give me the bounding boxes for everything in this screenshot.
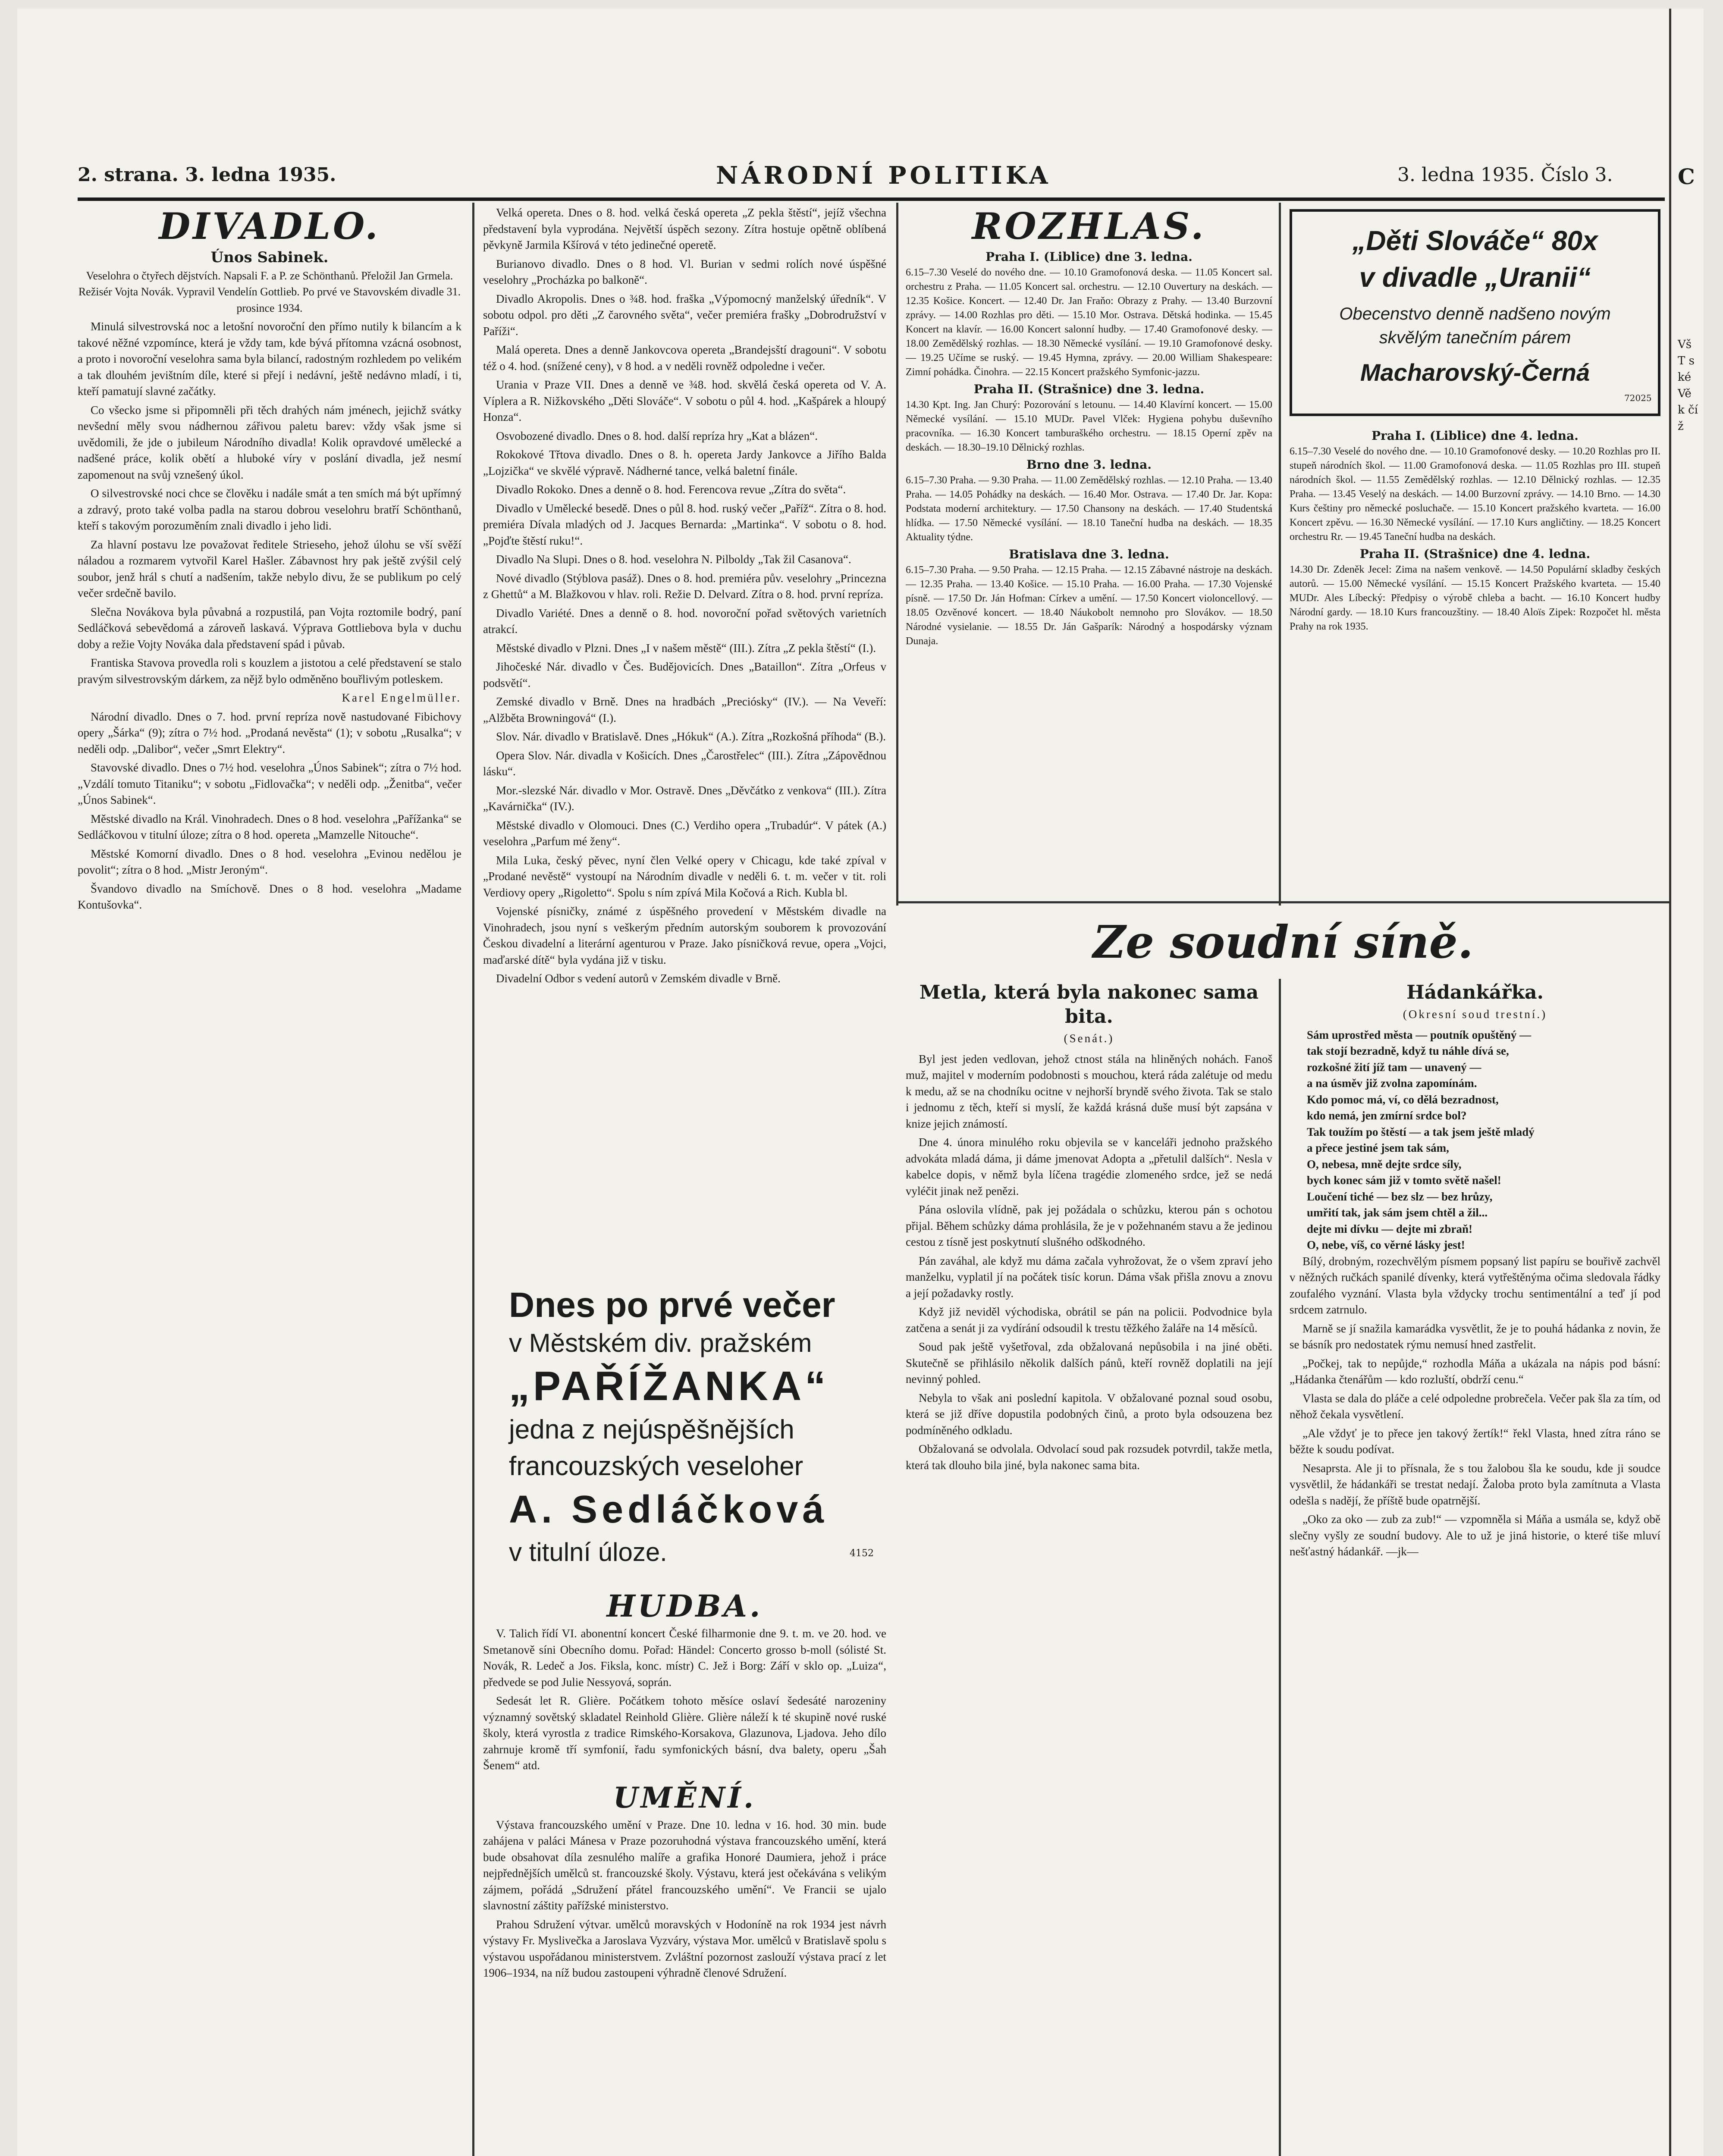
- ad-code: 72025: [1624, 393, 1652, 403]
- story-paragraph: „Počkej, tak to nepůjde,“ rozhodla Máňa a ukázala na nápis pod básní: „Hádanka čtenářům — kdo rozluští, obdrží cenu.“: [1290, 1357, 1660, 1386]
- column-divider-4: [1279, 979, 1281, 2156]
- story-title: Metla, která byla nakonec sama bita.: [919, 981, 1259, 1028]
- story-paragraph: Vlasta se dala do pláče a celé odpoledne probrečela. Večer pak šla za tím, od něhož čekala vysvětlení.: [1290, 1391, 1660, 1421]
- story-court: (Okresní soud trestní.): [1403, 1008, 1547, 1021]
- listing-item: Divadlo v Umělecké besedě. Dnes o půl 8. hod. ruský večer „Paříž“. Zítra o 8. hod. premiéra Dívala mladých od J. Jacques Bernarda: „Martinka“. V sobotu o 8. hod. „Pojďte štěstí ruku!“.: [483, 501, 886, 547]
- ad-line: v titulní úloze.: [509, 1538, 667, 1567]
- radio-column: [906, 205, 1272, 895]
- radio-heading: Praha I. (Liblice) dne 3. ledna.: [985, 250, 1193, 264]
- story-paragraph: Byl jest jeden vedlovan, jehož ctnost stála na hliněných nohách. Fanoš muž, majitel v moderním podobnosti s mouchou, která ráda zalétuje od medu k medu, až se na chodníku ocitne v nejhorší bryndě svého života. Tak se stalo i jednomu z těch, kteří si myslí, že každá krásná duše musí být zapsána v knize jejich známostí.: [906, 1052, 1272, 1130]
- poem-line: Tak toužím po štěstí — a tak jsem ještě mladý: [1307, 1125, 1535, 1138]
- parizanka-advertisement: [509, 1285, 880, 1583]
- poem-line: kdo nemá, jen zmírní srdce bol?: [1307, 1109, 1467, 1122]
- review-paragraph: Frantiska Stavova provedla roli s kouzlem a jistotou a celé představení se stalo pravým silvestrovským dárkem, za nějž bylo odměněno bouřlivým potleskem.: [78, 656, 461, 686]
- poem-line: a na úsměv již zvolna zapomínám.: [1307, 1077, 1477, 1090]
- music-title: HUDBA.: [606, 1588, 763, 1624]
- listing-item: Divadelní Odbor s vedení autorů v Zemském divadle v Brně.: [496, 972, 781, 985]
- listing-item: Velká opereta. Dnes o 8. hod. velká česká opereta „Z pekla štěstí“, jejíž všechna představení byla vyprodána. Největší úspěch sezony. Zítra hostuje opětně oblíbená pěvkyně Jarmila Kšírová v této jedinečné operetě.: [483, 206, 886, 251]
- program-item: Městské divadlo na Král. Vinohradech. Dnes o 8 hod. veselohra „Pařížanka“ se Sedláčkovou v titulní úloze; zítra o 8 hod. opereta „Mamzelle Nitouche“.: [78, 812, 461, 841]
- program-item: Švandovo divadlo na Smíchově. Dnes o 8 hod. veselohra „Madame Kontušovka“.: [78, 882, 461, 911]
- masthead: NÁRODNÍ POLITIKA: [716, 161, 1051, 190]
- art-paragraph: Prahou Sdružení výtvar. umělců moravských v Hodoníně na rok 1934 jest návrh výstavy Fr. Myslivečka a Jaroslava Vyzváry, výstava Mor. umělců v Bratislavě spolu s výstavou uspořádanou ministerstvem. Zvláštní pozornost zaslouží výstava prací z let 1906–1934, na níž budou zastoupeni výhradně členové Sdružení.: [483, 1918, 886, 1979]
- radio-program: 6.15–7.30 Veselé do nového dne. — 10.10 Gramofonová deska. — 11.05 Koncert sal. orchestru z Praha. — 11.05 Koncert sal. orchestru. — 12.10 Ouvertury na deskách. — 12.35 Košice. Koncert. — 12.40 Dr. Jan Fraňo: Obrazy z Prahy. — 13.40 Burzovní zprávy. — 14.00 Rozhlas pro děti. — 15.10 Mor. Ostrava. Dětská hodinka. — 15.45 Koncert na klavír. — 16.00 Koncert salonní hudby. — 17.40 Gramofonové desky. — 18.00 Zemědělský rozhlas. — 18.30 Německé vysílání. — 19.10 Gramofonové desky. — 19.25 Učíme se ruský. — 19.45 Hymna, zprávy. — 20.00 William Shakespeare: Zimní pohádka. Činohra. — 22.15 Koncert pražského Symfonic-jazzu.: [906, 267, 1272, 378]
- listing-item: Burianovo divadlo. Dnes o 8 hod. Vl. Burian v sedmi rolích nové úspěšné veselohry „Procházka po balkoně“.: [483, 257, 886, 286]
- page-number: 2. strana. 3. ledna 1935.: [78, 164, 336, 186]
- listing-item: Divadlo Rokoko. Dnes a denně o 8. hod. Ferencova revue „Zítra do světa“.: [496, 483, 846, 496]
- listing-item: Městské divadlo v Olomouci. Dnes (C.) Verdiho opera „Trubadúr“. V pátek (A.) veselohra „Parfum mé ženy“.: [483, 818, 886, 848]
- radio-program: 6.15–7.30 Praha. — 9.30 Praha. — 11.00 Zemědělský rozhlas. — 12.10 Praha. — 13.40 Praha. — 14.05 Pohádky na deskách. — 16.40 Mor. Ostrava. — 17.40 Dr. Jar. Kopa: Podstata moderní architektury. — 17.50 Chansony na deskách. — 17.40 Studentská hlídka. — 17.50 Německé vysílání. — 18.10 Taneční hudba na deskách. — 18.35 Aktuality týdne.: [906, 475, 1272, 543]
- story-paragraph: „Ale vždyť je to přece jen takový žertík!“ řekl Vlasta, hned zítra ráno se běžte k soudu podívat.: [1290, 1426, 1660, 1456]
- ad-code: 4152: [850, 1548, 874, 1559]
- review-paragraph: Za hlavní postavu lze považovat ředitele Strieseho, jehož úlohu se vší svěží náladou a rozmarem vytvořil Karel Hašler. Zábavnost hry pak ještě zvýšil celý soubor, jenž hrál s chutí a nadšením, takže nebylo divu, že se publikum po celý večer srdečně bavilo.: [78, 538, 461, 599]
- radio-column-continued: [1290, 427, 1660, 897]
- story-paragraph: Bílý, drobným, rozechvělým písmem popsaný list papíru se bouřivě zachvěl v něžných ručkách spanilé dívenky, která vytřeštěnýma očima sledovala řádky zoufalého vyznání. Vlasta byla vždycky trochu sentimentální a teď jí pod srdcem zatrnulo.: [1290, 1254, 1660, 1316]
- theatre-column: [78, 205, 461, 2156]
- page-edge-rule: [1669, 9, 1671, 2156]
- radio-program: 6.15–7.30 Praha. — 9.50 Praha. — 12.15 Praha. — 12.15 Zábavné nástroje na deskách. — 12.35 Praha. — 13.40 Košice. — 15.10 Praha. — 16.00 Praha. — 17.30 Vojenské písně. — 17.50 Dr. Ján Hofman: Církev a umění. — 17.50 Koncert violoncellový. — 18.05 Ozvěnové koncert. — 18.40 Náukobolt nemnoho pro Slovákov. — 18.50 Národné vysielanie. — 18.55 Dr. Ján Gašparík: Národný a hospodársky význam Dunaja.: [906, 564, 1272, 647]
- poem-line: Sám uprostřed města — poutník opuštěný —: [1307, 1028, 1532, 1041]
- ad-line: francouzských veseloher: [509, 1451, 803, 1481]
- theatre-review-title: Únos Sabinek.: [210, 249, 329, 266]
- poem-line: dejte mi dívku — dejte mi zbraň!: [1307, 1222, 1472, 1235]
- art-title: UMĚNÍ.: [613, 1780, 756, 1814]
- ad-dancers: Macharovský-Černá: [1360, 359, 1590, 386]
- story-paragraph: Nesaprsta. Ale ji to přísnala, že s tou žalobou šla ke soudu, kde ji soudce vysvětlil, že hádankáři se trestat nedají. Žaloba proto byla zamítnuta a Vlasta odešla s nadějí, že příště bude opatrnější.: [1290, 1461, 1660, 1507]
- listing-item: Zemské divadlo v Brně. Dnes na hradbách „Preciósky“ (IV.). — Na Veveří: „Alžběta Browningová“ (I.).: [483, 695, 886, 724]
- poem-line: bych konec sám již v tomto světě našel!: [1307, 1174, 1501, 1187]
- listing-item: Divadlo Akropolis. Dnes o ¾8. hod. fraška „Výpomocný manželský úředník“. V sobotu odpol. pro děti „Z čarovného světa“, večer premiéra frašky „Dobrodružství v Paříži“.: [483, 292, 886, 338]
- radio-heading: Brno dne 3. ledna.: [1026, 458, 1152, 472]
- radio-program: 6.15–7.30 Veselé do nového dne. — 10.10 Gramofonové desky. — 10.20 Rozhlas pro II. stupeň národních škol. — 11.00 Gramofonová deska. — 11.05 Rozhlas pro III. stupeň národních škol. — 11.55 Zemědělský rozhlas. — 12.10 Dělnický rozhlas. — 12.35 Praha. — 13.45 Veselý na deskách. — 14.00 Burzovní zprávy. — 14.10 Brno. — 14.30 Kurs češtiny pro německé posluchače. — 15.10 Koncert pražského kvarteta. — 16.00 Koncert zpěvu. — 16.30 Německé vysílání. — 17.10 Kurs angličtiny. — 18.25 Koncert orchestru Rr. — 19.45 Taneční hudba na deskách.: [1290, 446, 1660, 542]
- radio-program: 14.30 Dr. Zdeněk Jecel: Zima na našem venkově. — 14.50 Populární skladby českých autorů. — 15.00 Německé vysílání. — 15.15 Koncert Pražského kvarteta. — 15.40 MUDr. Ales Líbecký: Předpisy o výrobě chleba a bacht. — 16.10 Koncert hudby Národní gardy. — 18.10 Kurs francouzštiny. — 18.40 Aloïs Zipek: Rozpočet hl. města Prahy na rok 1935.: [1290, 564, 1660, 632]
- radio-heading: Praha II. (Strašnice) dne 4. ledna.: [1359, 547, 1591, 561]
- ad-line: Dnes po prvé večer: [509, 1285, 835, 1325]
- poem-line: O, nebe, víš, co věrné lásky jest!: [1307, 1238, 1465, 1251]
- listing-item: Divadlo Variété. Dnes a denně o 8. hod. novoroční pořad světových varietních atrakcí.: [483, 606, 886, 636]
- review-paragraph: O silvestrovské noci chce se člověku i nadále smát a ten smích má být upřímný a zdravý, proto také volba padla na starou dobrou veselohru bratří Schönthanů, kteří s takovým porozuměním znali divadlo i jeho lidi.: [78, 487, 461, 532]
- story-paragraph: Dne 4. února minulého roku objevila se v kanceláři jednoho pražského advokáta mladá dáma, ji dáme jmenovat Adopta a „přetulil dalších“. Nesla v kabelce dopis, v němž byla líčena tragédie zlomeného srdce, jež se nedá vyléčit jinak než penězi.: [906, 1136, 1272, 1197]
- column-divider-3: [1279, 203, 1281, 906]
- theatre-title: DIVADLO.: [159, 205, 380, 248]
- listing-item: Opera Slov. Nár. divadla v Košicích. Dnes „Čarostřelec“ (III.). Zítra „Zápovědnou lásku“.: [483, 749, 886, 778]
- ad-actress: A. Sedláčková: [509, 1488, 829, 1531]
- music-paragraph: Sedesát let R. Glière. Počátkem tohoto měsíce oslaví šedesáté narozeniny významný sovětský skladatel Reinhold Glière. Glière náleží k té skupině nové ruské školy, která vyrostla z tradice Rimského-Korsakova, Glazunova, Ljadova. Jeho dílo zahrnuje kromě tří symfonií, řadu symfonických básní, dva balety, operu „Šah Šenem“ atd.: [483, 1694, 886, 1772]
- poem-line: umřití tak, jak sám jsem chtěl a žil...: [1307, 1206, 1488, 1219]
- listing-item: Divadlo Na Slupi. Dnes o 8. hod. veselohra N. Pilboldy „Tak žil Casanova“.: [496, 553, 851, 566]
- ad-line: jedna z nejúspěšnějších: [509, 1415, 794, 1445]
- music-paragraph: V. Talich řídí VI. abonentní koncert České filharmonie dne 9. t. m. ve 20. hod. ve Smetanově síni Obecního domu. Pořad: Händel: Concerto grosso b-moll (sólisté St. Novák, R. Ledeč a Jos. Fiksla, konc. místr) C. Jež i Borg: Září v sklo op. „Luiza“, předvede se pod Julie Nessyová, soprán.: [483, 1627, 886, 1689]
- story-paragraph: Obžalovaná se odvolala. Odvolací soud pak rozsudek potvrdil, takže metla, která tak dlouho bila jiné, byla nakonec sama bita.: [906, 1442, 1272, 1472]
- review-paragraph: Slečna Novákova byla půvabná a rozpustilá, pan Vojta roztomile bodrý, paní Sedláčková sebevědomá a zároveň laskavá. Výprava Gottliebova byla v duchu doby a režie Vojty Nováka dala představení spád i půvab.: [78, 605, 461, 651]
- poem-line: rozkošné žití jíž tam — unavený —: [1307, 1060, 1481, 1074]
- ad-line: Obecenstvo denně nadšeno novým: [1339, 304, 1611, 323]
- court-story-1: [906, 979, 1272, 2156]
- story-paragraph: Pán zaváhal, ale když mu dáma začala vyhrožovat, že o všem zpraví jeho manželku, vyplatil jí na počátek tisíc korun. Dáma však přišla znovu a znovu a její požadavky rostly.: [906, 1254, 1272, 1300]
- music-art-column: [483, 1587, 886, 2156]
- art-paragraph: Výstava francouzského umění v Praze. Dne 10. ledna v 16. hod. 30 min. bude zahájena v paláci Mánesa v Praze pozoruhodná výstava francouzského umění, která bude obsahovat díla zesnulého malíře a grafika Honoré Daumiera, jehož i práce nejpřednějších umělců st. francouzské školy. Výstavu, která jest očekávána s velikým zájmem, pořádá „Sdružení přátel francouzského umění“. Ve Francii se ujalo slavnostní záštity pařížské ministerstvo.: [483, 1818, 886, 1912]
- ad-title: „PAŘÍŽANKA“: [509, 1363, 829, 1409]
- review-intro: Veselohra o čtyřech dějstvích. Napsali F. a P. ze Schönthanů. Přeložil Jan Grmela. Režisér Vojta Novák. Vypravil Vendelín Gottlieb. Po prvé ve Stavovském divadle 31. prosince 1934.: [78, 269, 461, 314]
- story-paragraph: Když již neviděl východiska, obrátil se pán na policii. Podvodnice byla zatčena a senát ji za vydírání odsoudil k trestu těžkého žaláře na 14 měsíců.: [906, 1305, 1272, 1335]
- column-divider-2: [896, 203, 898, 906]
- radio-title: ROZHLAS.: [972, 205, 1206, 248]
- poem-line: tak stojí bezradně, když tu náhle dívá se,: [1307, 1044, 1509, 1057]
- story-paragraph: Soud pak ještě vyšetřoval, zda obžalovaná nepůsobila i na jiné oběti. Skutečně se přihlásilo několik dalších pánů, kteří rovněž doplatili na její nevinný pohled.: [906, 1340, 1272, 1385]
- listing-item: Nové divadlo (Stýblova pasáž). Dnes o 8. hod. premiéra pův. veselohry „Princezna z Ghettů“ a M. Blažkovou v hlav. roli. Režie D. Delvard. Zítra o 8. hod. první repríza.: [483, 571, 886, 601]
- listing-item: Jihočeské Nár. divadlo v Čes. Budějovicích. Dnes „Bataillon“. Zítra „Orfeus v podsvětí“.: [483, 660, 886, 689]
- review-paragraph: Co všecko jsme si připomněli při těch drahých nám jménech, jejichž svátky nevšední měly svou nádhernou zářivou paletu barev: vždy však jsme si uvědomili, že jde o jubileum Národního divadla! Kolik opravdové umělecké a nadšené práce, kolik obětí a hluboké víry v poslání divadla, jež nesmí zapomenout na svůj vznešený úkol.: [78, 403, 461, 481]
- listing-item: Malá opereta. Dnes a denně Jankovcova opereta „Brandejsští dragouni“. V sobotu též o 4. hod. (snížené ceny), v 8 hod. a v neděli rovněž odpoledne i večer.: [483, 343, 886, 373]
- poem-line: Kdo pomoc má, ví, co dělá bezradnost,: [1307, 1093, 1499, 1106]
- listing-item: Rokokové Třtova divadlo. Dnes o 8. h. opereta Jardy Jankovce a Jiřího Balda „Lojzička“ ve skvělé výpravě. Nádherné tance, velká baletní finále.: [483, 448, 886, 477]
- poem: [1290, 1027, 1660, 1253]
- story-court: (Senát.): [1064, 1032, 1114, 1045]
- newspaper-page: [17, 9, 1704, 2156]
- listing-item: Slov. Nár. divadlo v Bratislavě. Dnes „Hókuk“ (A.). Zítra „Rozkošná příhoda“ (B.).: [496, 730, 886, 743]
- program-item: Národní divadlo. Dnes o 7. hod. první repríza nově nastudované Fibichovy opery „Šárka“ (9); zítra o 7½ hod. „Prodaná nevěsta“ (1); v sobotu „Rusalka“; v neděli odp. „Dalibor“, večer „Smrt Elektry“.: [78, 710, 461, 755]
- column-divider-1: [472, 203, 474, 2156]
- radio-heading: Praha I. (Liblice) dne 4. ledna.: [1371, 429, 1579, 443]
- theatre-listings: [483, 205, 886, 1270]
- listing-item: Urania v Praze VII. Dnes a denně ve ¾8. hod. skvělá česká opereta od V. A. Víplera a R. Nižkovského „Děti Slováče“. V sobotu o půl 4. hod. „Kašpárek a hloupý Honza“.: [483, 378, 886, 423]
- court-section-rule: [897, 901, 1669, 903]
- issue-label: 3. ledna 1935. Číslo 3.: [1397, 164, 1613, 186]
- story-paragraph: Marně se jí snažila kamarádka vysvětlit, že je to pouhá hádanka z novin, že se básník pro nedostatek rýmu nemusí hned zastřelit.: [1290, 1322, 1660, 1351]
- ad-line: v Městském div. pražském: [509, 1329, 812, 1357]
- listing-item: Osvobozené divadlo. Dnes o 8. hod. další repríza hry „Kat a blázen“.: [496, 429, 818, 442]
- listing-item: Městské divadlo v Plzni. Dnes „I v našem městě“ (III.). Zítra „Z pekla štěstí“ (I.).: [496, 641, 876, 655]
- radio-heading: Praha II. (Strašnice) dne 3. ledna.: [973, 382, 1205, 396]
- program-item: Stavovské divadlo. Dnes o 7½ hod. veselohra „Únos Sabinek“; zítra o 7½ hod. „Vzdálí tomuto Titaniku“; v sobotu „Fidlovačka“; v neděli odp. „Ženitba“, večer „Únos Sabinek“.: [78, 761, 461, 806]
- story-paragraph: Pána oslovila vlídně, pak jej požádala o schůzku, kterou pán s ochotou přijal. Během schůzky dáma prohlásila, že je v požehnaném stavu a že jedinou cestou z tísně jest poskytnutí slušného odškodného.: [906, 1203, 1272, 1248]
- ad-line: skvělým tanečním párem: [1379, 328, 1571, 347]
- story-paragraph: „Oko za oko — zub za zub!“ — vzpomněla si Máňa a usmála se, když obě slečny vyšly ze soudní budovy. Ale to už je jiná historie, o které tiše mluví nešťastný hádankář. —jk—: [1290, 1513, 1660, 1558]
- court-story-2: [1290, 979, 1660, 2152]
- deti-slovace-advertisement: [1290, 209, 1660, 416]
- review-paragraph: Minulá silvestrovská noc a letošní novoroční den přímo nutily k bilancím a k takové něžné vzpomínce, která je vždy tam, kde bývá přítomna vzácná osobnost, a proto i novoroční veselohra sama byla bilancí, radostným rozhledem po velikém a tak dlouhém jevištním díle, které si přejí i nedávní, ještě nedávno mladí, i ti, kteří pamatují slavné začátky.: [78, 320, 461, 398]
- ad-line: „Děti Slováče“ 80x: [1352, 225, 1598, 256]
- radio-heading: Bratislava dne 3. ledna.: [1009, 547, 1169, 561]
- poem-line: a přece jestiné jsem tak sám,: [1307, 1141, 1449, 1154]
- review-author: Karel Engelmüller.: [342, 691, 461, 704]
- poem-line: Loučení tiché — bez slz — bez hrůzy,: [1307, 1190, 1493, 1203]
- story-title: Hádankářka.: [1406, 981, 1544, 1003]
- story-paragraph: Nebyla to však ani poslední kapitola. V obžalované poznal soud osobu, která se již dříve dopustila podobných činů, a proto byla odsouzena bez podmíněného odkladu.: [906, 1391, 1272, 1437]
- listing-item: Vojenské písničky, známé z úspěšného provedení v Městském divadle na Vinohradech, jsou nyní s veškerým předním autorským souborem k provozování Českou divadelní a literární agenturou v Praze. Jako písničková revue, opera „Vojci, maďarské dítě“ byla vydána již v tisku.: [483, 905, 886, 966]
- listing-item: Mila Luka, český pěvec, nyní člen Velké opery v Chicagu, kde také zpíval v „Prodané nevěstě“ vystoupí na Národním divadle v neděli 6. t. m. večer v tit. roli Verdiovy opery „Rigoletto“. Spolu s ním zpívá Mila Kočová a Rich. Kubla bl.: [483, 853, 886, 899]
- adjacent-page-text: Vš T ské Vě k čí ž: [1678, 338, 1698, 433]
- header-rule: [78, 197, 1665, 201]
- radio-program: 14.30 Kpt. Ing. Jan Churý: Pozorování s letounu. — 14.40 Klavírní koncert. — 15.00 Německé vysílání. — 15.10 MUDr. Pavel Vlček: Hygiena pohybu duševního pracovníka. — 16.30 Koncert tamburaškého orchestru. — 18.15 Operní zpěv na deskách. — 18.30–19.10 Dělnický rozhlas.: [906, 399, 1272, 453]
- court-title: Ze soudní síně.: [1093, 915, 1473, 968]
- ad-line: v divadle „Uranii“: [1359, 262, 1591, 293]
- program-item: Městské Komorní divadlo. Dnes o 8 hod. veselohra „Evinou nedělou je povolit“; zítra o 8 hod. „Mistr Jeroným“.: [78, 847, 461, 876]
- adjacent-page-fragment: C: [1678, 164, 1695, 189]
- poem-line: O, nebesa, mně dejte srdce síly,: [1307, 1157, 1462, 1171]
- listing-item: Mor.-slezské Nár. divadlo v Mor. Ostravě. Dnes „Děvčátko z venkova“ (III.). Zítra „Kavárnička“ (IV.).: [483, 783, 886, 813]
- page-header: [78, 161, 1673, 194]
